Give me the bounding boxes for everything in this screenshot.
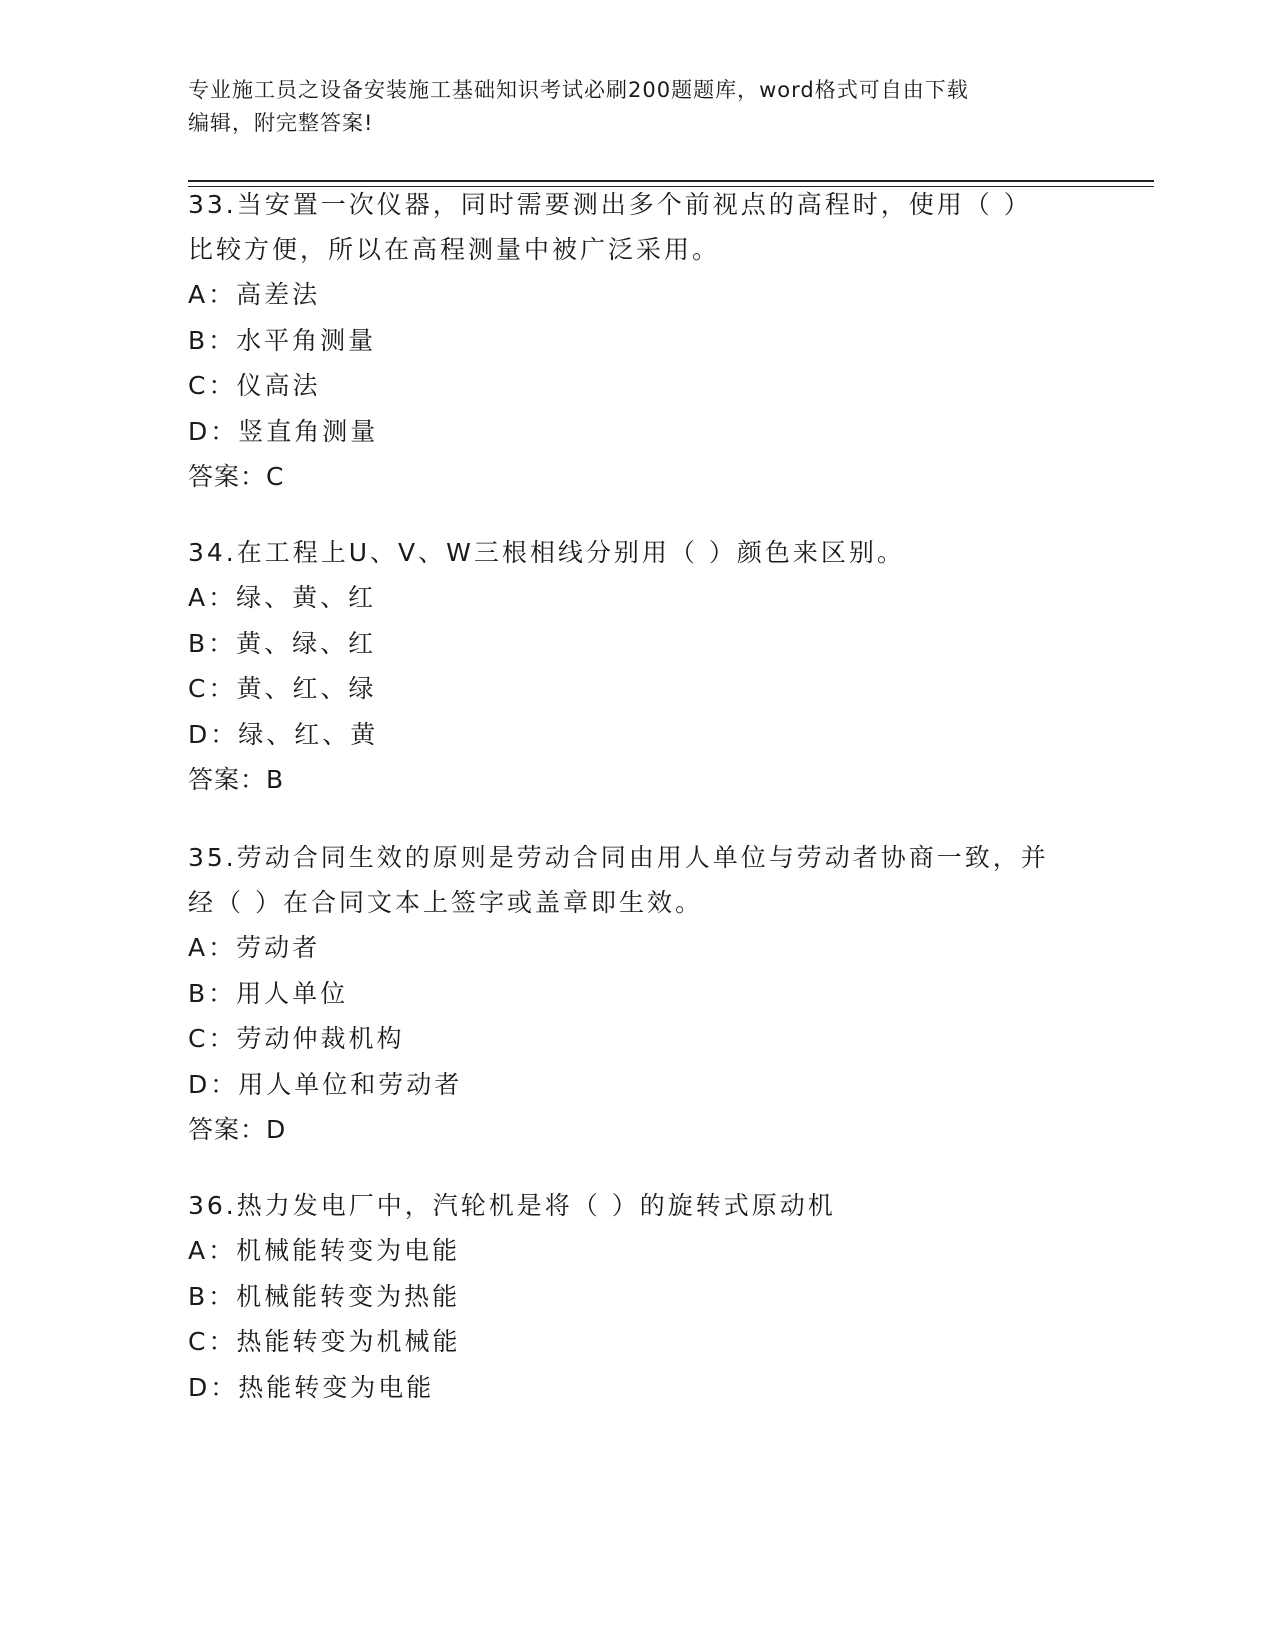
option-b: B：用人单位 <box>188 978 349 1008</box>
option-d: D：热能转变为电能 <box>188 1372 435 1402</box>
answer-text: 答案：C <box>188 462 285 491</box>
option-d: D：用人单位和劳动者 <box>188 1069 463 1099</box>
header-line-1: 专业施工员之设备安装施工基础知识考试必刷200题题库，word格式可自由下载 <box>188 78 969 102</box>
answer-text: 答案：B <box>188 765 285 794</box>
option-a: A：高差法 <box>188 280 321 309</box>
option-c: C：热能转变为机械能 <box>188 1327 461 1356</box>
question-stem-line: 经（ ）在合同文本上签字或盖章即生效。 <box>188 888 703 917</box>
option-b: B：水平角测量 <box>188 325 377 355</box>
question-35 <box>188 835 1088 1152</box>
option-c: C：黄、红、绿 <box>188 674 377 703</box>
option-d: D：绿、红、黄 <box>188 719 379 749</box>
option-c: C：仪高法 <box>188 371 321 400</box>
option-a: A：机械能转变为电能 <box>188 1236 461 1265</box>
option-a: A：劳动者 <box>188 933 321 962</box>
option-d: D：竖直角测量 <box>188 416 379 446</box>
question-stem-line: 比较方便，所以在高程测量中被广泛采用。 <box>188 235 721 264</box>
question-stem-line: 33.当安置一次仪器，同时需要测出多个前视点的高程时，使用（ ） <box>188 190 1032 219</box>
option-b: B：机械能转变为热能 <box>188 1281 461 1311</box>
option-b: B：黄、绿、红 <box>188 628 377 658</box>
header-line-2: 编辑，附完整答案! <box>188 111 374 135</box>
question-33 <box>188 182 1088 499</box>
option-a: A：绿、黄、红 <box>188 583 377 612</box>
question-stem-line: 35.劳动合同生效的原则是劳动合同由用人单位与劳动者协商一致，并 <box>188 843 1049 872</box>
option-c: C：劳动仲裁机构 <box>188 1024 405 1053</box>
question-34 <box>188 530 1088 802</box>
question-stem-line: 36.热力发电厂中，汽轮机是将（ ）的旋转式原动机 <box>188 1191 836 1220</box>
question-stem-line: 34.在工程上U、V、W三根相线分别用（ ）颜色来区别。 <box>188 538 905 567</box>
question-36 <box>188 1183 1088 1410</box>
document-header <box>188 74 1088 140</box>
answer-text: 答案：D <box>188 1115 287 1144</box>
